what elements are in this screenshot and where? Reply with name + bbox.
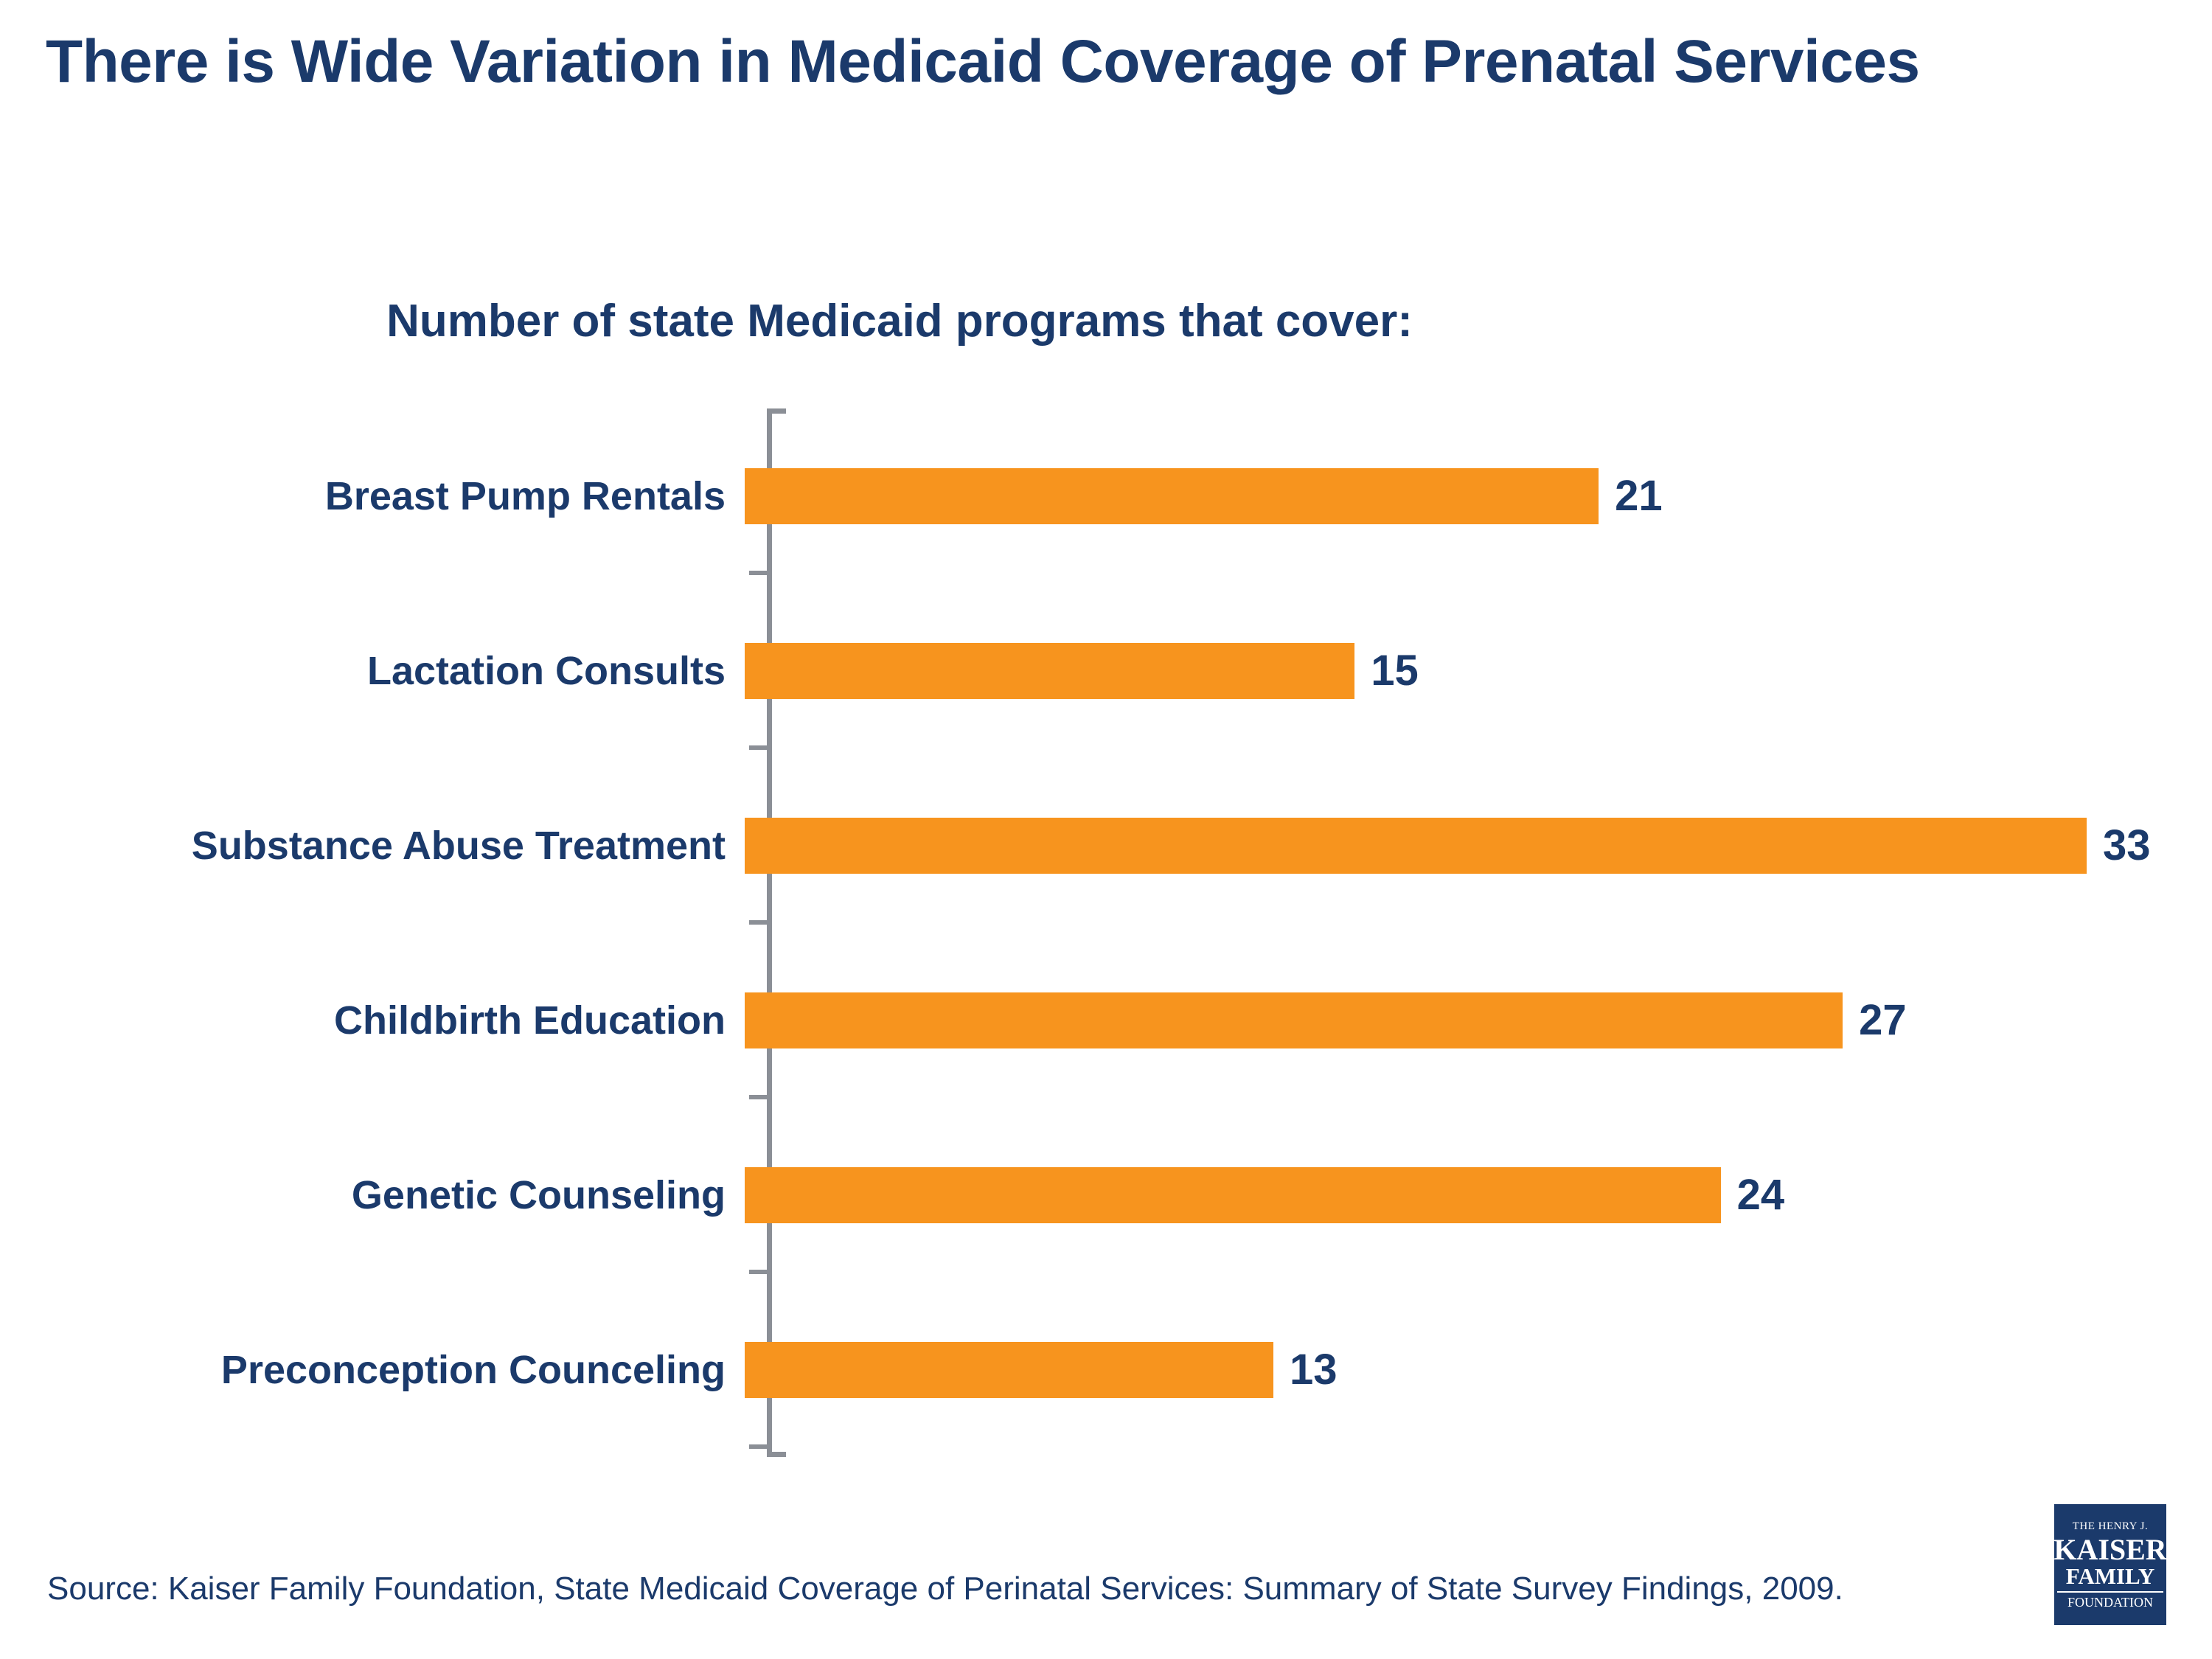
axis-tick xyxy=(749,1270,768,1274)
bar xyxy=(745,818,2087,874)
bar xyxy=(745,1342,1273,1398)
bar-value-label: 15 xyxy=(1371,647,1419,695)
bar xyxy=(745,992,1843,1048)
bar-row xyxy=(0,583,2212,758)
axis-tick xyxy=(749,745,768,750)
kff-logo xyxy=(2054,1504,2166,1625)
axis-tick xyxy=(749,1095,768,1099)
axis-tick xyxy=(749,920,768,925)
bar-rows xyxy=(0,408,2212,1457)
logo-line-4: FOUNDATION xyxy=(2057,1591,2163,1609)
logo-line-1: THE HENRY J. xyxy=(2072,1520,2149,1532)
bar-category-label: Lactation Consults xyxy=(366,648,726,693)
bar-value-label: 33 xyxy=(2103,821,2151,869)
bar-value-label: 13 xyxy=(1289,1346,1338,1394)
bar-row xyxy=(0,1107,2212,1282)
bar-track xyxy=(745,818,2212,874)
bar-track xyxy=(745,468,2212,524)
bar-category-label: Preconception Counceling xyxy=(220,1347,726,1392)
bar xyxy=(745,1167,1721,1223)
source-note: Source: Kaiser Family Foundation, State Medicaid Coverage of Perinatal Services: Summary of State Survey Findings, 2009. xyxy=(47,1571,1843,1607)
bar-category-label: Substance Abuse Treatment xyxy=(191,823,726,868)
logo-line-2: KAISER xyxy=(2053,1532,2167,1566)
bar-track xyxy=(745,1167,2212,1223)
chart-subtitle: Number of state Medicaid programs that cover: xyxy=(386,296,1413,347)
bar-category-label: Genetic Counseling xyxy=(351,1172,726,1217)
page-title: There is Wide Variation in Medicaid Coverage of Prenatal Services xyxy=(46,28,1920,95)
logo-line-3: FAMILY xyxy=(2065,1562,2155,1589)
bar xyxy=(745,643,1354,699)
axis-tick xyxy=(749,1444,768,1449)
bar-row xyxy=(0,758,2212,933)
bar-value-label: 21 xyxy=(1615,472,1663,520)
bar-value-label: 27 xyxy=(1859,996,1907,1044)
bar-category-label: Breast Pump Rentals xyxy=(324,473,726,518)
bar-row xyxy=(0,1282,2212,1457)
bar-track xyxy=(745,992,2212,1048)
bar-category-label: Childbirth Education xyxy=(334,998,726,1043)
axis-tick xyxy=(749,571,768,575)
bar-value-label: 24 xyxy=(1736,1171,1785,1219)
bar-track xyxy=(745,643,2212,699)
bar-chart xyxy=(0,398,2212,1453)
bar xyxy=(745,468,1599,524)
bar-track xyxy=(745,1342,2212,1398)
bar-row xyxy=(0,408,2212,583)
bar-row xyxy=(0,933,2212,1107)
